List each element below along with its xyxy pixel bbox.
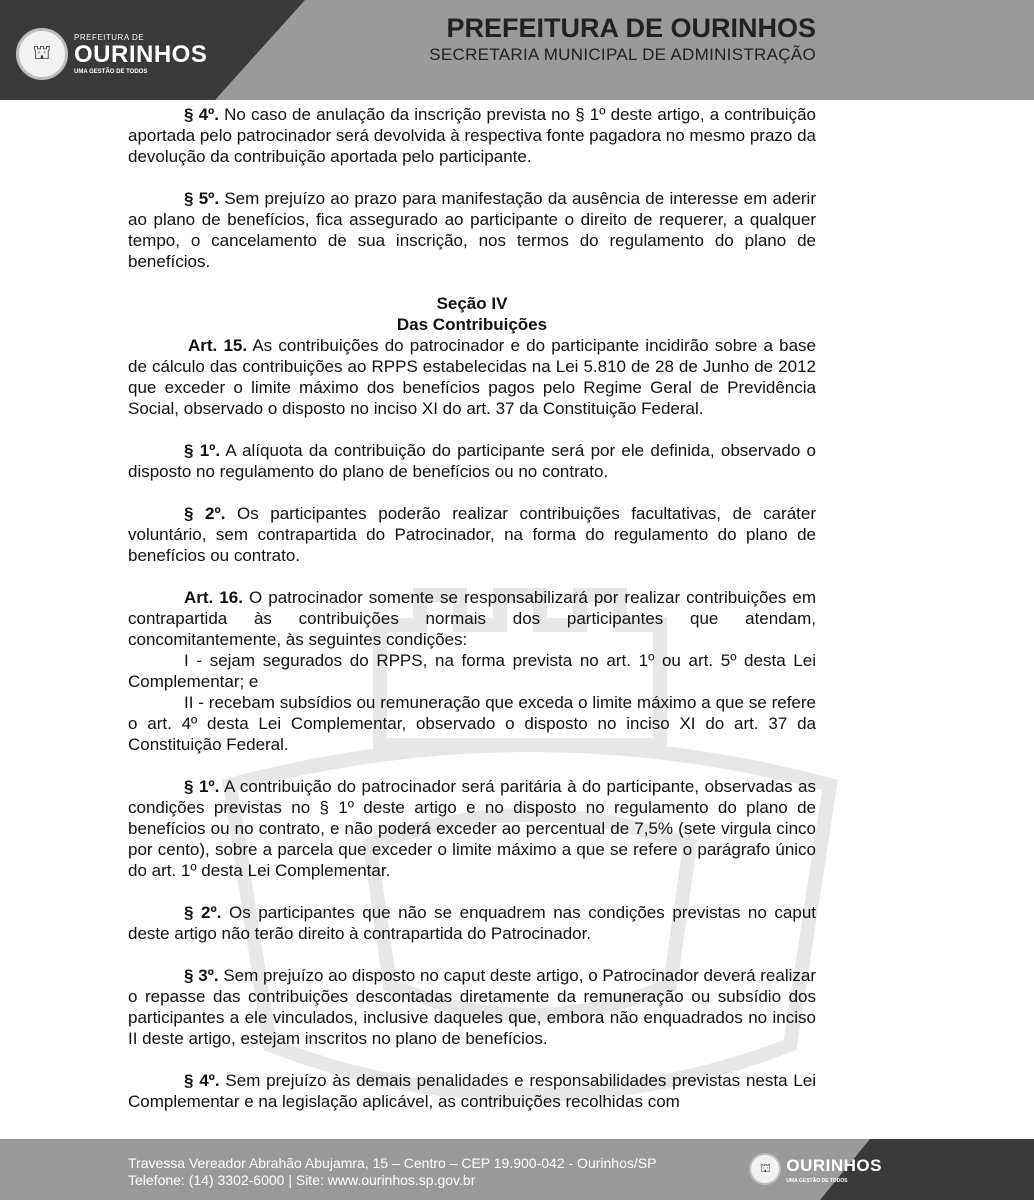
header-title: PREFEITURA DE OURINHOS [446,13,816,43]
paragraph: § 5º. Sem prejuízo ao prazo para manifestação da ausência de interesse em aderir ao plano de benefícios, fica assegurado ao participante o direito de requerer, a qualquer tempo, o cancelamento de sua inscrição, nos termos do regulamento do plano de benefícios. [128,189,816,271]
paragraph: § 3º. Sem prejuízo ao disposto no caput deste artigo, o Patrocinador deverá realizar o repasse das contribuições descontadas diretamente da remuneração ou subsídio dos participantes a ele vinculados, inclusive daqueles que, embora não enquadrados no inciso II deste artigo, estejam inscritos no plano de benefícios. [128,966,816,1048]
footer-logo [749,1153,882,1185]
paragraph: § 4º. No caso de anulação da inscrição prevista no § 1º deste artigo, a contribuição aportada pelo patrocinador será devolvida à respectiva fonte pagadora no mesmo prazo da devolução da contribuição aportada pelo participante. [128,105,816,166]
list-item: I - sejam segurados do RPPS, na forma prevista no art. 1º ou art. 5º desta Lei Complementar; e [128,651,816,691]
city-crest-icon: ⛫ [16,28,68,80]
footer-address: Travessa Vereador Abrahão Abujamra, 15 – Centro – CEP 19.900-042 - Ourinhos/SP [128,1155,657,1171]
section-title: Seção IV [436,294,508,313]
list-item: II - recebam subsídios ou remuneração que exceda o limite máximo a que se refere o art. 4º desta Lei Complementar, observado o disposto no inciso XI do art. 37 da Constituição Federal. [128,693,816,754]
document-body [128,104,816,1133]
page-footer [0,1139,1034,1200]
footer-phone-site: Telefone: (14) 3302-6000 | Site: www.ourinhos.sp.gov.br [128,1172,476,1188]
paragraph: § 2º. Os participantes que não se enquadrem nas condições previstas no caput deste artigo não terão direito à contrapartida do Patrocinador. [128,903,816,943]
section-subtitle: Das Contribuições [396,315,548,334]
paragraph: § 4º. Sem prejuízo às demais penalidades e responsabilidades previstas nesta Lei Complementar e na legislação aplicável, as contribuições recolhidas com [128,1071,816,1111]
logo-tagline: UMA GESTÃO DE TODOS [74,68,148,75]
header-subtitle: SECRETARIA MUNICIPAL DE ADMINISTRAÇÃO [429,45,816,64]
logo-small-text: PREFEITURA DE [74,32,145,42]
footer-logo-city-name: OURINHOS [786,1155,882,1175]
article-16: Art. 16. O patrocinador somente se responsabilizará por realizar contribuições em contrapartida às contribuições normais dos participantes que atendam, concomitantemente, às seguintes condições: [128,588,816,649]
article-15: Art. 15. As contribuições do patrocinador e do participante incidirão sobre a base de cálculo das contribuições ao RPPS estabelecidas na Lei 5.810 de 28 de Junho de 2012 que exceder o limite máximo dos benefícios pagos pelo Regime Geral de Previdência Social, observado o disposto no inciso XI do art. 37 da Constituição Federal. [128,336,816,418]
paragraph: § 1º. A contribuição do patrocinador será paritária à do participante, observadas as condições previstas no § 1º deste artigo e no disposto no regulamento do plano de benefícios ou no contrato, e não poderá exceder ao percentual de 7,5% (sete virgula cinco por cento), sobre a parcela que exceder o limite máximo a que se refere o parágrafo único do art. 1º desta Lei Complementar. [128,777,816,880]
footer-logo-tagline: UMA GESTÃO DE TODOS [786,1177,848,1184]
paragraph: § 2º. Os participantes poderão realizar contribuições facultativas, de caráter voluntário, sem contrapartida do Patrocinador, na forma do regulamento do plano de benefícios ou contrato. [128,504,816,565]
paragraph: § 1º. A alíquota da contribuição do participante será por ele definida, observado o disposto no regulamento do plano de benefícios ou no contrato. [128,441,816,481]
city-crest-icon: ⛫ [749,1153,781,1185]
logo-city-name: OURINHOS [74,40,208,68]
page-header [0,0,1034,100]
footer-contact [128,1155,656,1189]
header-logo [16,28,207,80]
